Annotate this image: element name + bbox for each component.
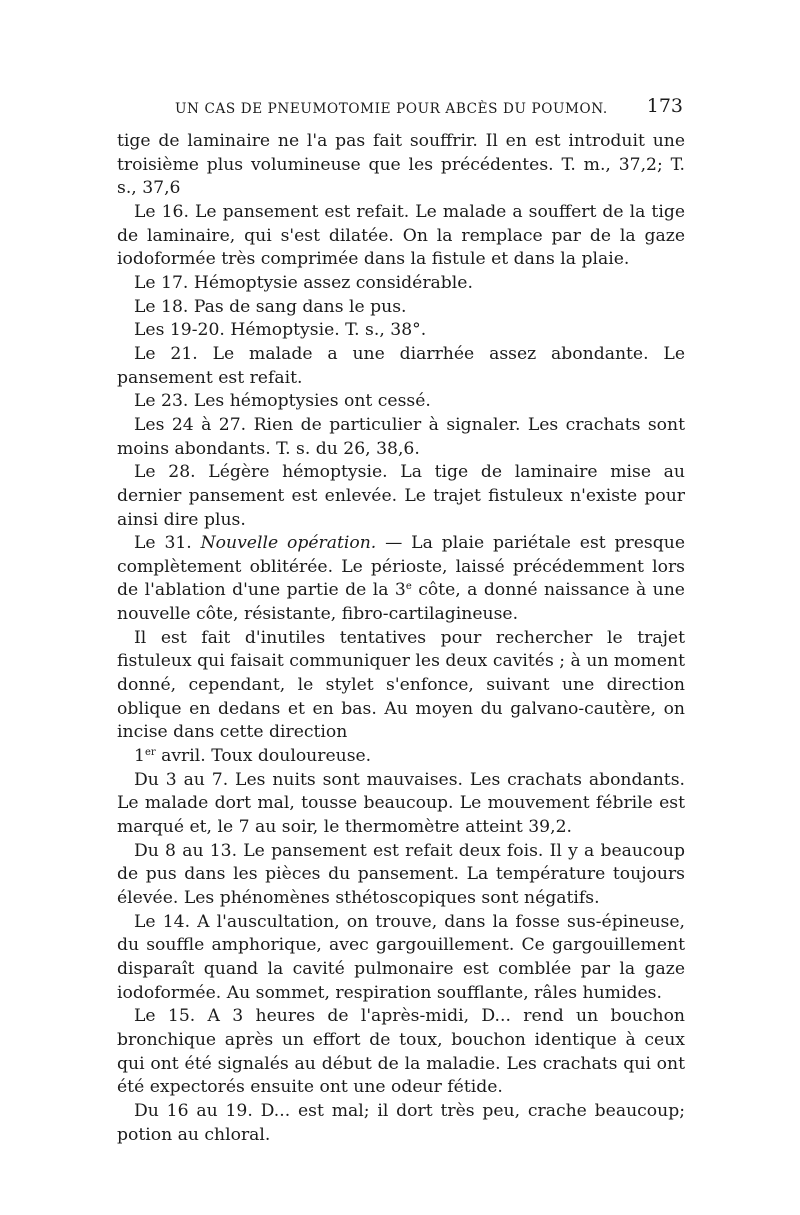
paragraph: Le 28. Légère hémoptysie. La tige de laminaire mise au dernier pansement est enlevée. Le trajet fistuleux n'existe pour ainsi dire plus. — [117, 462, 685, 530]
superscript: er — [144, 747, 156, 759]
paragraph: tige de laminaire ne l'a pas fait souffrir. Il en est introduit une troisième plus volumineuse que les précédentes. T. m., 37,2; T. s., 37,6 — [117, 131, 685, 199]
paragraph-text: avril. Toux douloureuse. — [155, 746, 372, 767]
paragraph — [117, 532, 685, 627]
superscript: e — [405, 581, 412, 593]
paragraph: Du 16 au 19. D... est mal; il dort très peu, crache beaucoup; potion au chloral. — [117, 1100, 685, 1145]
body-text — [117, 130, 685, 1147]
paragraph: Du 8 au 13. Le pansement est refait deux fois. Il y a beaucoup de pus dans les pièces du pansement. La température toujours élevée. Les phénomènes sthétoscopiques sont négatifs. — [117, 840, 685, 908]
section-title: Nouvelle opération. — [200, 533, 377, 554]
paragraph-lead: Le 31. — [134, 533, 201, 554]
paragraph: Le 17. Hémoptysie assez considérable. — [134, 272, 473, 293]
page-header — [175, 95, 683, 123]
paragraph: Les 24 à 27. Rien de particulier à signaler. Les crachats sont moins abondants. T. s. du 26, 38,6. — [117, 414, 685, 459]
running-head: UN CAS DE PNEUMOTOMIE POUR ABCÈS DU POUMON. — [175, 101, 608, 117]
paragraph — [117, 745, 685, 769]
paragraph: Il est fait d'inutiles tentatives pour rechercher le trajet fistuleux qui faisait communiquer les deux cavités ; à un moment donné, cependant, le stylet s'enfonce, suivant une direction oblique en dedans et en bas. Au moyen du galvano-cautère, on incise dans cette direction — [117, 627, 685, 743]
paragraph: Le 21. Le malade a une diarrhée assez abondante. Le pansement est refait. — [117, 343, 685, 388]
paragraph-tail: côte, a donné naissance à une nouvelle côte, résistante, fibro-cartilagineuse. — [117, 580, 685, 625]
paragraph: Du 3 au 7. Les nuits sont mauvaises. Les crachats abondants. Le malade dort mal, tousse beaucoup. Le mouvement fébrile est marqué et, le 7 au soir, le thermomètre atteint 39,2. — [117, 769, 685, 838]
paragraph: Le 18. Pas de sang dans le pus. — [134, 296, 407, 317]
paragraph-lead: 1 — [134, 746, 145, 767]
paragraph: Le 14. A l'auscultation, on trouve, dans la fosse sus-épineuse, du souffle amphorique, avec gargouillement. Ce gargouillement disparaît quand la cavité pulmonaire est comblée par la gaze iodoformée. Au sommet, respiration soufflante, râles humides. — [117, 911, 685, 1003]
page-number: 173 — [646, 95, 683, 117]
paragraph-text: — La plaie pariétale est presque complètement oblitérée. Le périoste, laissé précédemment lors de l'ablation d'une partie de la 3 — [117, 533, 685, 601]
paragraph: Les 19-20. Hémoptysie. T. s., 38°. — [134, 320, 427, 341]
paragraph: Le 16. Le pansement est refait. Le malade a souffert de la tige de laminaire, qui s'est dilatée. On la remplace par de la gaze iodoformée très comprimée dans la fistule et dans la plaie. — [117, 201, 685, 270]
paragraph: Le 15. A 3 heures de l'après-midi, D... rend un bouchon bronchique après un effort de toux, bouchon identique à ceux qui ont été signalés au début de la maladie. Les crachats qui ont été expectorés ensuite ont une odeur fétide. — [117, 1006, 685, 1098]
paragraph: Le 23. Les hémoptysies ont cessé. — [134, 391, 431, 412]
